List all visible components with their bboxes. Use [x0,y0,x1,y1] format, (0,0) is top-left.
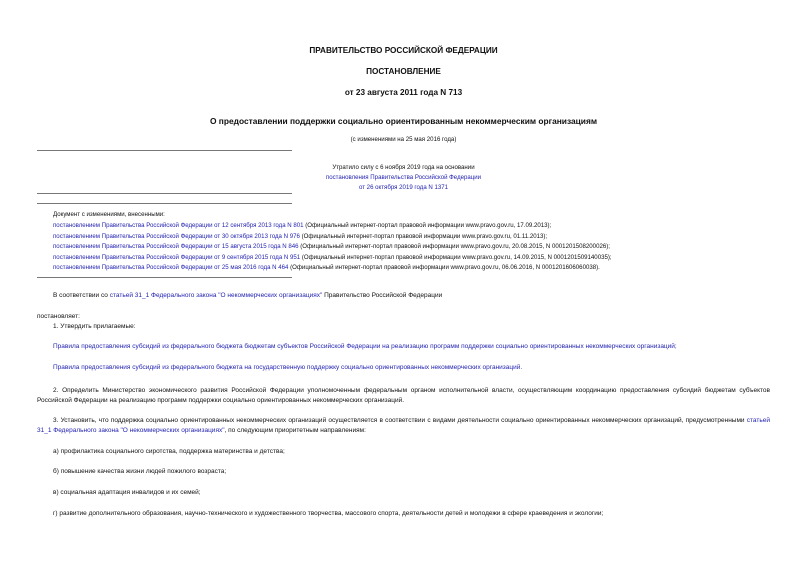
paragraph-3 [37,416,770,436]
expiry-link-line2[interactable]: от 26 октября 2019 года N 1371 [358,184,449,191]
amendment-source: (Официальный интернет-портал правовой информации www.pravo.gov.ru, 17.09.2013); [303,222,552,229]
divider [37,150,292,151]
priority-item-d: г) развитие дополнительного образования, научно-технического и художественного творчества, массового спорта, деятельности детей и молодежи в сфере краеведения и экологии; [53,510,604,517]
amendment-link[interactable]: постановлением Правительства Российской Федерации от 12 сентября 2013 года N 801 [53,222,304,229]
amendment-item [53,233,547,240]
amendment-link[interactable]: постановлением Правительства Российской Федерации от 15 августа 2015 года N 846 [53,243,299,250]
government-heading: ПРАВИТЕЛЬСТВО РОССИЙСКОЙ ФЕДЕРАЦИИ [309,46,498,55]
paragraph-1: 1. Утвердить прилагаемые: [53,323,136,330]
preamble-text: В соответствии со [53,292,110,299]
divider [37,193,292,194]
amendment-source: (Официальный интернет-портал правовой информации www.pravo.gov.ru, 01.11.2013); [299,233,548,240]
amendment-item [53,243,610,250]
document-type: ПОСТАНОВЛЕНИЕ [366,67,441,76]
amendment-link[interactable]: постановлением Правительства Российской Федерации от 30 октября 2013 года N 976 [53,233,300,240]
amendment-source: (Официальный интернет-портал правовой информации www.pravo.gov.ru, 20.08.2015, N 0001201508200026); [298,243,610,250]
amendment-item [53,222,551,229]
document-title: О предоставлении поддержки социально ориентированным некоммерческим организациям [209,116,598,126]
rules-link-regional[interactable]: Правила предоставления субсидий из федерального бюджета бюджетам субъектов Российской Федерации на реализацию программ поддержки социально ориентированных некоммерческих организаций; [53,343,677,350]
document-date-number: от 23 августа 2011 года N 713 [344,88,463,97]
amendment-item [53,264,600,271]
law-article-link[interactable]: статьей 31_1 Федерального закона "О некоммерческих организациях" [37,417,770,434]
law-article-link[interactable]: статьей 31_1 Федерального закона "О некоммерческих организациях" [109,292,323,299]
amendment-link[interactable]: постановлением Правительства Российской Федерации от 25 мая 2016 года N 464 [53,264,289,271]
expiry-link-line1[interactable]: постановления Правительства Российской Федерации [325,174,482,181]
divider [37,277,292,278]
expiry-text: Утратило силу с 6 ноября 2019 года на основании [332,164,475,171]
preamble-text: Правительство Российской Федерации [322,292,443,299]
divider [37,203,292,204]
amendment-note: (с изменениями на 25 мая 2016 года) [350,136,457,143]
amendment-item [53,254,612,261]
priority-item-b: б) повышение качества жизни людей пожилого возраста; [53,468,227,475]
preamble [53,292,442,299]
priority-item-a: а) профилактика социального сиротства, поддержка материнства и детства; [53,448,285,455]
amendments-intro: Документ с изменениями, внесенными: [53,211,165,218]
rules-link-federal[interactable]: Правила предоставления субсидий из федерального бюджета на государственную поддержку социально ориентированных некоммерческих организаций. [53,364,523,371]
paragraph-2: 2. Определить Министерство экономического развития Российской Федерации уполномоченным федеральным органом исполнительной власти, осуществляющим координацию предоставления субсидий бюджетам субъектов Российской Федерации на реализацию программ поддержки социально ориентированных некоммерческих организаций. [37,387,770,404]
paragraph-3-text: , по следующим приоритетным направлениям: [224,427,366,434]
decides-word: постановляет: [37,313,80,320]
amendment-source: (Официальный интернет-портал правовой информации www.pravo.gov.ru, 06.06.2016, N 0001201606060038). [288,264,600,271]
paragraph-3-text: 3. Установить, что поддержка социально ориентированных некоммерческих организаций осуществляется в соответствии с видами деятельности социально ориентированных некоммерческих организаций, предусмотренными [53,417,747,424]
priority-item-c: в) социальная адаптация инвалидов и их семей; [53,489,201,496]
amendment-source: (Официальный интернет-портал правовой информации www.pravo.gov.ru, 14.09.2015, N 0001201509140035); [300,254,612,261]
amendment-link[interactable]: постановлением Правительства Российской Федерации от 9 сентября 2015 года N 951 [53,254,301,261]
